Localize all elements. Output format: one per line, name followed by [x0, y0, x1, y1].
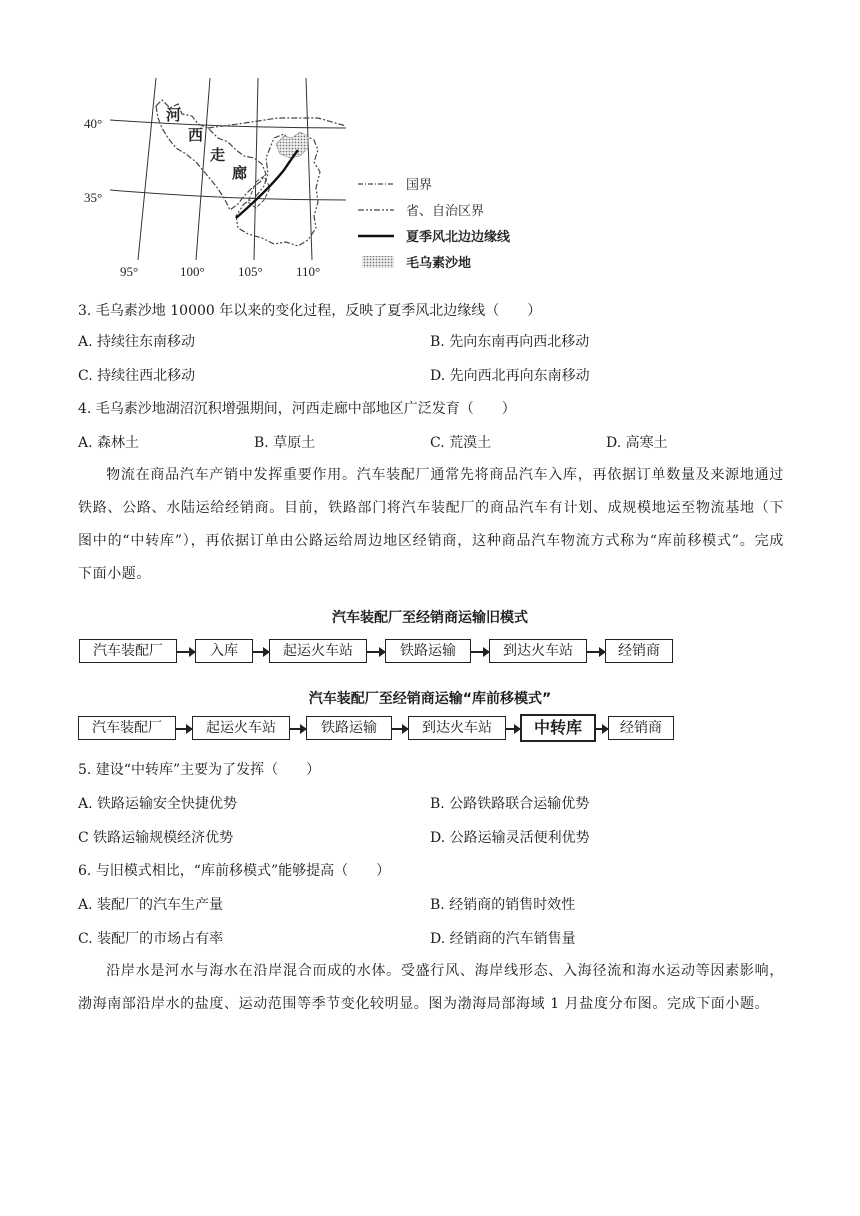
question-5-stem: 5. 建设“中转库”主要为了发挥（ ） [78, 762, 321, 778]
flow-old-arrow-2 [253, 651, 269, 653]
passage-coastal-water-text: 沿岸水是河水与海水在沿岸混合而成的水体。受盛行风、海岸线形态、入海径流和海水运动等因素影响，渤海南部沿岸水的盐度、运动范围等季节变化较明显。图为渤海局部海域 1 月盐度分布图。完成下面小题。 [78, 963, 784, 1012]
flow-old-arrow-1 [177, 651, 195, 653]
question-3-option-c[interactable]: C. 持续往西北移动 [78, 368, 196, 384]
flow-new-arrow-1 [176, 728, 192, 730]
question-3-stem: 3. 毛乌素沙地 10000 年以来的变化过程，反映了夏季风北边缘线（ ） [78, 303, 542, 319]
shaanxi-outline [236, 134, 320, 246]
passage-logistics-text: 物流在商品汽车产销中发挥重要作用。汽车装配厂通常先将商品汽车入库，再依据订单数量及来源地通过铁路、公路、水陆运给经销商。目前，铁路部门将汽车装配厂的商品汽车有计划、成规模地运至物流基地（下图中的“中转库”），再依据订单由公路运给周边地区经销商，这种商品汽车物流方式称为“库前移模式”。完成下面小题。 [78, 467, 784, 582]
meridian-105 [254, 78, 258, 260]
flow-new-step-departure-station: 起运火车站 [192, 716, 290, 740]
lon-label-110: 110° [296, 264, 321, 279]
parallel-40 [110, 120, 346, 128]
question-5-option-a[interactable]: A. 铁路运输安全快捷优势 [78, 796, 238, 812]
region-char-lang: 廊 [232, 166, 248, 182]
meridian-95 [138, 78, 156, 260]
flow-old-step-dealer: 经销商 [605, 639, 673, 663]
region-char-zou: 走 [210, 148, 226, 164]
flow-new-step-transfer-depot: 中转库 [520, 714, 596, 742]
legend-sandy-land-label: 毛乌素沙地 [406, 255, 472, 270]
question-3-option-d[interactable]: D. 先向西北再向东南移动 [430, 368, 590, 384]
flow-new-step-arrival-station: 到达火车站 [408, 716, 506, 740]
map-svg [78, 78, 578, 283]
passage-coastal-water [78, 955, 784, 1021]
legend-provincial-border-label: 省、自治区界 [406, 203, 485, 218]
question-6-option-d[interactable]: D. 经销商的汽车销售量 [430, 931, 576, 947]
parallel-35 [110, 190, 346, 200]
passage-logistics [78, 459, 784, 591]
flow-new-step-assembly-plant: 汽车装配厂 [78, 716, 176, 740]
legend-sandy-land-icon [362, 256, 394, 268]
flow-old-step-arrival-station: 到达火车站 [489, 639, 587, 663]
meridian-100 [196, 78, 210, 260]
flow-old-arrow-3 [367, 651, 385, 653]
question-4-option-d[interactable]: D. 高寒土 [606, 435, 668, 451]
lon-label-95: 95° [120, 264, 139, 279]
region-char-xi: 西 [188, 128, 204, 144]
flow-old-step-assembly-plant: 汽车装配厂 [79, 639, 177, 663]
flow-new-step-dealer: 经销商 [608, 716, 674, 740]
flow-new-arrow-5 [596, 728, 608, 730]
flow-new-step-rail-transport: 铁路运输 [306, 716, 392, 740]
flow-new-arrow-4 [506, 728, 520, 730]
question-4-stem: 4. 毛乌素沙地湖沼沉积增强期间，河西走廊中部地区广泛发育（ ） [78, 401, 516, 417]
map-legend [358, 177, 511, 270]
question-4-option-a[interactable]: A. 森林土 [78, 435, 140, 451]
question-4-option-b[interactable]: B. 草原土 [254, 435, 316, 451]
question-5-option-b[interactable]: B. 公路铁路联合运输优势 [430, 796, 590, 812]
summer-monsoon-edge-line [236, 150, 298, 218]
question-3-option-a[interactable]: A. 持续往东南移动 [78, 334, 196, 350]
lon-label-100: 100° [180, 264, 205, 279]
question-5-option-c[interactable]: C 铁路运输规模经济优势 [78, 830, 234, 846]
legend-monsoon-line-label: 夏季风北边边缘线 [406, 229, 511, 244]
flow-old-arrow-4 [471, 651, 489, 653]
question-4-option-c[interactable]: C. 荒漠土 [430, 435, 492, 451]
flow-old-step-storage: 入库 [195, 639, 253, 663]
flow-new-title: 汽车装配厂至经销商运输“库前移模式” [308, 691, 552, 707]
flow-old-step-departure-station: 起运火车站 [269, 639, 367, 663]
map-figure [78, 78, 578, 283]
region-char-he: 河 [166, 108, 182, 124]
question-3-option-b[interactable]: B. 先向东南再向西北移动 [430, 334, 590, 350]
question-6-option-a[interactable]: A. 装配厂的汽车生产量 [78, 897, 224, 913]
flow-old-step-rail-transport: 铁路运输 [385, 639, 471, 663]
question-6-option-c[interactable]: C. 装配厂的市场占有率 [78, 931, 224, 947]
legend-national-border-label: 国界 [406, 177, 433, 192]
lat-label-35: 35° [84, 190, 103, 205]
question-6-stem: 6. 与旧模式相比，“库前移模式”能够提高（ ） [78, 863, 391, 879]
flow-old-arrow-5 [587, 651, 605, 653]
meridian-110 [306, 78, 312, 260]
flow-new-arrow-3 [392, 728, 408, 730]
lon-label-105: 105° [238, 264, 263, 279]
question-6-option-b[interactable]: B. 经销商的销售时效性 [430, 897, 576, 913]
mu-us-sandy-land [276, 132, 308, 158]
flow-old-title: 汽车装配厂至经销商运输旧模式 [332, 610, 528, 626]
flow-new-arrow-2 [290, 728, 306, 730]
question-5-option-d[interactable]: D. 公路运输灵活便利优势 [430, 830, 590, 846]
lat-label-40: 40° [84, 116, 103, 131]
